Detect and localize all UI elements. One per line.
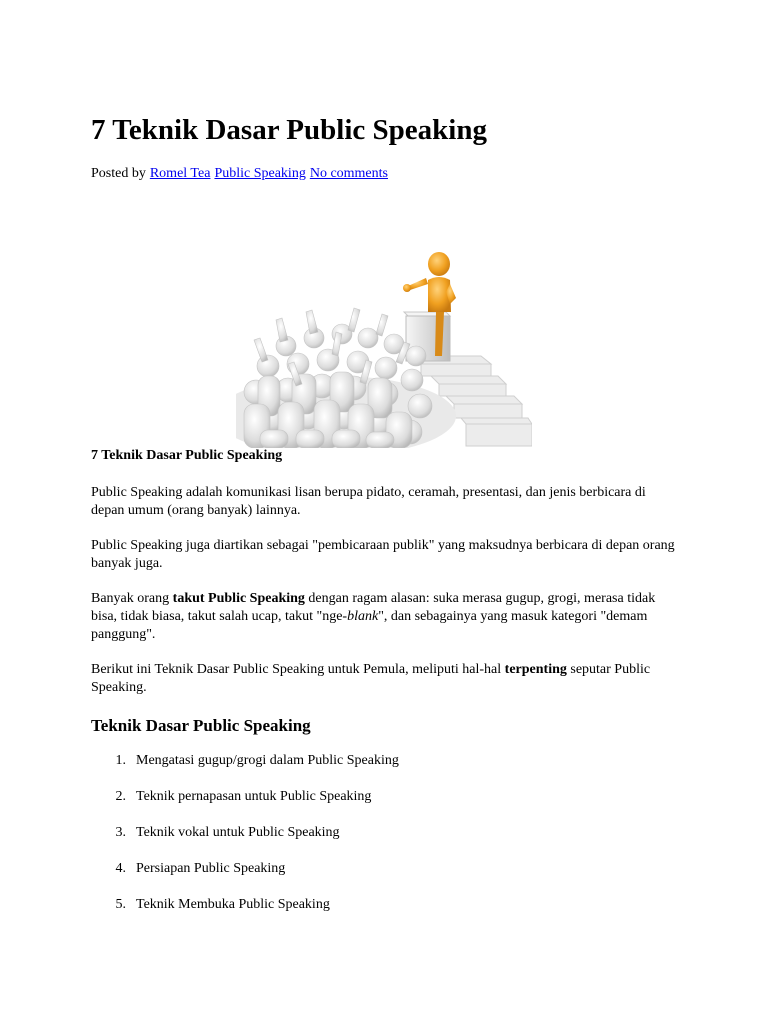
paragraph-3 [91, 590, 681, 644]
paragraph-1: Public Speaking adalah komunikasi lisan berupa pidato, ceramah, presentasi, dan jenis berbicara di depan umum (orang banyak) lainnya. [91, 485, 646, 518]
p3-italic-word: blank [347, 609, 379, 624]
list-item-text: Teknik Membuka Public Speaking [136, 897, 330, 912]
speaker-crowd-illustration [236, 246, 532, 448]
post-byline [91, 165, 388, 183]
author-link[interactable]: Romel Tea [149, 166, 211, 181]
p4-text-a: Berikut ini Teknik Dasar Public Speaking untuk Pemula, meliputi hal-hal [91, 662, 505, 677]
subheading-text: 7 Teknik Dasar Public Speaking [91, 448, 283, 463]
list-item-text: Teknik vokal untuk Public Speaking [136, 825, 340, 840]
paragraph-4 [91, 661, 681, 697]
paragraph-2: Public Speaking juga diartikan sebagai "pembicaraan publik" yang maksudnya berbicara di depan orang banyak juga. [91, 538, 675, 571]
list-item-text: Teknik pernapasan untuk Public Speaking [136, 789, 372, 804]
section-title: Teknik Dasar Public Speaking [91, 716, 311, 735]
p3-text-a: Banyak orang [91, 591, 173, 606]
p4-bold-word: terpenting [504, 662, 567, 677]
p3-text-e: ", dan sebagainya yang masuk kategori "demam panggung". [91, 609, 648, 642]
comments-link[interactable]: No comments [309, 166, 388, 181]
list-item-number: 2. [115, 789, 126, 804]
category-link[interactable]: Public Speaking [214, 166, 306, 181]
p3-text-c: dengan ragam alasan: suka merasa gugup, grogi, merasa tidak bisa, tidak biasa, takut salah ucap, takut "nge- [91, 591, 656, 624]
list-item-text: Persiapan Public Speaking [136, 861, 286, 876]
byline-prefix: Posted by [91, 166, 146, 181]
list-item-number: 5. [115, 897, 126, 912]
list-item-number: 3. [115, 825, 126, 840]
post-title: 7 Teknik Dasar Public Speaking [91, 114, 487, 146]
p3-bold-phrase: takut Public Speaking [172, 591, 305, 606]
p4-text-c: seputar Public Speaking. [91, 662, 651, 695]
article-subheading [91, 447, 681, 465]
post-image [236, 246, 532, 448]
list-item-number: 1. [115, 753, 126, 768]
list-item-text: Mengatasi gugup/grogi dalam Public Speaking [136, 753, 399, 768]
list-item-number: 4. [115, 861, 126, 876]
